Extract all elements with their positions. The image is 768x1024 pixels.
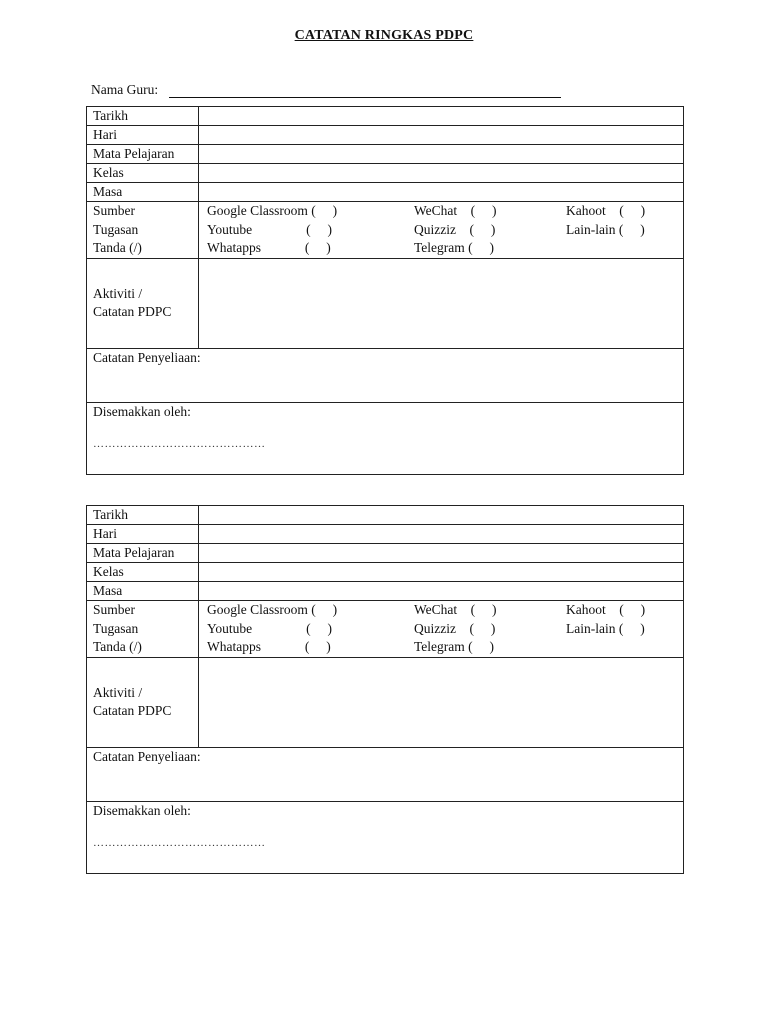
signature-line: ………………………………………	[93, 437, 266, 450]
row-hari	[87, 126, 684, 145]
kelas-field[interactable]	[199, 164, 684, 183]
disemakkan-oleh-label: Disemakkan oleh:	[93, 802, 191, 818]
row-tarikh	[87, 506, 684, 525]
disemakkan-oleh-field[interactable]	[87, 801, 684, 873]
pdpc-table	[86, 505, 684, 874]
mata-pelajaran-label: Mata Pelajaran	[87, 544, 199, 563]
disemakkan-oleh-field[interactable]	[87, 402, 684, 474]
option-kahoot[interactable]: Kahoot ( )	[566, 602, 646, 617]
masa-field[interactable]	[199, 582, 684, 601]
pdpc-record-form-2	[86, 505, 684, 874]
row-aktiviti	[87, 258, 684, 348]
tarikh-label: Tarikh	[87, 506, 199, 525]
hari-label: Hari	[87, 525, 199, 544]
row-tarikh	[87, 107, 684, 126]
row-hari	[87, 525, 684, 544]
kelas-field[interactable]	[199, 563, 684, 582]
hari-label: Hari	[87, 126, 199, 145]
option-lain-lain[interactable]: Lain-lain ( )	[566, 221, 645, 237]
row-kelas	[87, 164, 684, 183]
option-kahoot[interactable]: Kahoot ( )	[566, 203, 646, 218]
sumber-tugasan-label	[87, 601, 199, 658]
tugasan-label-line: Tugasan	[93, 221, 139, 237]
aktiviti-label	[87, 258, 199, 348]
tarikh-field[interactable]	[199, 107, 684, 126]
kelas-label: Kelas	[87, 563, 199, 582]
page-title: CATATAN RINGKAS PDPC	[294, 28, 474, 43]
row-catatan-penyeliaan	[87, 747, 684, 801]
catatan-penyeliaan-field[interactable]	[87, 348, 684, 402]
option-youtube[interactable]: Youtube ( )	[207, 221, 333, 237]
catatan-penyeliaan-label: Catatan Penyeliaan:	[93, 748, 201, 764]
option-google-classroom[interactable]: Google Classroom ( )	[207, 203, 338, 218]
tanda-label-line: Tanda (/)	[93, 240, 142, 255]
mata-pelajaran-field[interactable]	[199, 544, 684, 563]
row-aktiviti	[87, 657, 684, 747]
row-catatan-penyeliaan	[87, 348, 684, 402]
row-disemakkan-oleh	[87, 801, 684, 873]
tarikh-label: Tarikh	[87, 107, 199, 126]
catatan-penyeliaan-label: Catatan Penyeliaan:	[93, 349, 201, 365]
option-quizziz[interactable]: Quizziz ( )	[414, 620, 496, 636]
masa-label: Masa	[87, 183, 199, 202]
option-whatapps[interactable]: Whatapps ( )	[207, 639, 331, 654]
row-disemakkan-oleh	[87, 402, 684, 474]
mata-pelajaran-field[interactable]	[199, 145, 684, 164]
row-kelas	[87, 563, 684, 582]
row-masa	[87, 582, 684, 601]
catatan-penyeliaan-field[interactable]	[87, 747, 684, 801]
row-mata-pelajaran	[87, 544, 684, 563]
option-lain-lain[interactable]: Lain-lain ( )	[566, 620, 645, 636]
pdpc-record-form-1	[86, 106, 684, 475]
tanda-label-line: Tanda (/)	[93, 639, 142, 654]
row-sumber-tugasan	[87, 601, 684, 658]
option-wechat[interactable]: WeChat ( )	[414, 203, 497, 218]
option-whatapps[interactable]: Whatapps ( )	[207, 240, 331, 255]
option-telegram[interactable]: Telegram ( )	[414, 639, 495, 654]
aktiviti-label-line-2: Catatan PDPC	[93, 703, 172, 718]
aktiviti-label-line-1: Aktiviti /	[93, 285, 143, 301]
sumber-options-cell	[199, 202, 684, 259]
hari-field[interactable]	[199, 126, 684, 145]
aktiviti-label-line-1: Aktiviti /	[93, 684, 143, 700]
masa-label: Masa	[87, 582, 199, 601]
row-masa	[87, 183, 684, 202]
hari-field[interactable]	[199, 525, 684, 544]
option-telegram[interactable]: Telegram ( )	[414, 240, 495, 255]
sumber-tugasan-label	[87, 202, 199, 259]
disemakkan-oleh-label: Disemakkan oleh:	[93, 403, 191, 419]
aktiviti-label	[87, 657, 199, 747]
nama-guru-field[interactable]	[169, 97, 561, 98]
row-mata-pelajaran	[87, 145, 684, 164]
option-google-classroom[interactable]: Google Classroom ( )	[207, 602, 338, 617]
aktiviti-field[interactable]	[199, 258, 684, 348]
kelas-label: Kelas	[87, 164, 199, 183]
sumber-label-line: Sumber	[93, 203, 135, 218]
sumber-label-line: Sumber	[93, 602, 135, 617]
aktiviti-field[interactable]	[199, 657, 684, 747]
tugasan-label-line: Tugasan	[93, 620, 139, 636]
option-quizziz[interactable]: Quizziz ( )	[414, 221, 496, 237]
aktiviti-label-line-2: Catatan PDPC	[93, 304, 172, 319]
mata-pelajaran-label: Mata Pelajaran	[87, 145, 199, 164]
tarikh-field[interactable]	[199, 506, 684, 525]
masa-field[interactable]	[199, 183, 684, 202]
pdpc-table	[86, 106, 684, 475]
row-sumber-tugasan	[87, 202, 684, 259]
signature-line: ………………………………………	[93, 836, 266, 849]
option-wechat[interactable]: WeChat ( )	[414, 602, 497, 617]
option-youtube[interactable]: Youtube ( )	[207, 620, 333, 636]
nama-guru-label: Nama Guru:	[91, 82, 159, 97]
sumber-options-cell	[199, 601, 684, 658]
